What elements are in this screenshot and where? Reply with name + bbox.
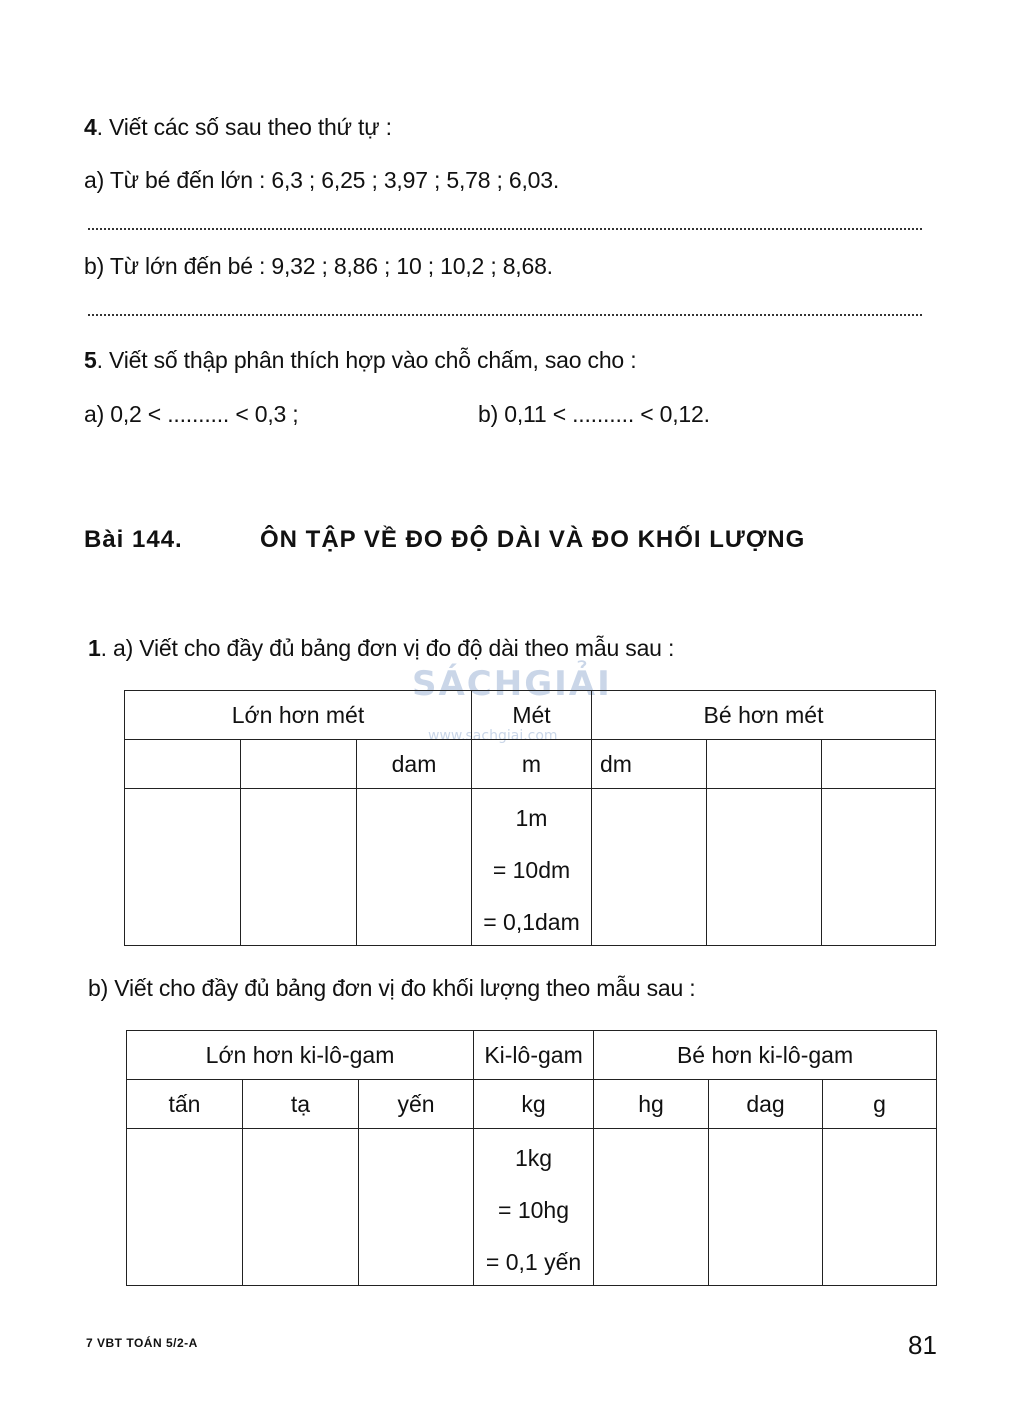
page-number: 81 [908,1330,937,1360]
exercise-4-number: 4 [84,114,97,140]
exercise-5a: a) 0,2 < .......... < 0,3 ; [84,401,299,427]
mass-unit-cell: dag [709,1080,823,1129]
exercise-4-instruction: . Viết các số sau theo thứ tự : [96,114,392,140]
length-unit-cell[interactable] [707,740,822,789]
watermark-url: www.sachgiai.com [428,728,558,744]
watermark-logo: SÁCHGIẢI [412,664,612,704]
length-group-base: Mét [472,691,592,740]
mass-table-group-row [127,1031,937,1080]
answer-line-4b[interactable] [88,314,922,316]
exercise-1a-title [88,635,674,662]
mass-unit-cell: hg [594,1080,709,1129]
length-base-conversion [472,789,592,946]
length-unit-table [124,690,936,946]
mass-answer-cell[interactable] [709,1129,823,1286]
footer-book-code: 7 VBT TOÁN 5/2-A [86,1336,198,1350]
mass-answer-cell[interactable] [127,1129,243,1286]
exercise-4-title [84,114,392,141]
mass-base-line: 1kg [514,1145,553,1171]
lesson-number: Bài 144. [84,526,183,553]
exercise-1a-instruction: . a) Viết cho đầy đủ bảng đơn vị đo độ dài theo mẫu sau : [100,635,675,661]
mass-unit-cell: g [823,1080,937,1129]
length-base-line: = 10dm [492,857,571,883]
length-answer-cell[interactable] [125,789,241,946]
exercise-5b: b) 0,11 < .......... < 0,12. [478,401,710,427]
mass-table-unit-row [127,1080,937,1129]
exercise-5-title [84,347,636,374]
mass-group-base: Ki-lô-gam [474,1031,594,1080]
mass-base-conversion [474,1129,594,1286]
mass-unit-cell: tạ [243,1080,359,1129]
exercise-1b-instruction: b) Viết cho đầy đủ bảng đơn vị đo khối lượng theo mẫu sau : [88,975,696,1001]
length-base-line: = 0,1dam [483,909,580,935]
length-unit-cell[interactable] [125,740,241,789]
length-unit-cell: dam [357,740,472,789]
mass-unit-cell: tấn [127,1080,243,1129]
exercise-1-number: 1 [88,635,101,661]
length-answer-cell[interactable] [357,789,472,946]
mass-base-line: = 0,1 yến [485,1249,582,1275]
mass-answer-cell[interactable] [359,1129,474,1286]
length-group-smaller: Bé hơn mét [592,691,936,740]
length-table-unit-row [125,740,936,789]
mass-answer-cell[interactable] [594,1129,709,1286]
mass-answer-cell[interactable] [823,1129,937,1286]
mass-table-body-row [127,1129,937,1286]
length-table-group-row [125,691,936,740]
length-unit-cell: m [472,740,592,789]
length-unit-cell[interactable] [822,740,936,789]
mass-unit-cell: kg [474,1080,594,1129]
length-group-larger: Lớn hơn mét [125,691,472,740]
mass-group-larger: Lớn hơn ki-lô-gam [127,1031,474,1080]
length-base-line: 1m [515,805,548,831]
mass-base-line: = 10hg [498,1197,570,1223]
length-answer-cell[interactable] [822,789,936,946]
length-answer-cell[interactable] [707,789,822,946]
length-answer-cell[interactable] [592,789,707,946]
exercise-4b: b) Từ lớn đến bé : 9,32 ; 8,86 ; 10 ; 10,2 ; 8,68. [84,253,553,279]
answer-line-4a[interactable] [88,228,922,230]
length-table-body-row [125,789,936,946]
exercise-5-number: 5 [84,347,97,373]
length-unit-cell[interactable] [241,740,357,789]
length-unit-cell: dm [592,740,707,789]
mass-unit-cell: yến [359,1080,474,1129]
exercise-4a: a) Từ bé đến lớn : 6,3 ; 6,25 ; 3,97 ; 5,78 ; 6,03. [84,167,560,193]
mass-unit-table [126,1030,937,1286]
lesson-title: ÔN TẬP VỀ ĐO ĐỘ DÀI VÀ ĐO KHỐI LƯỢNG [260,526,806,553]
length-answer-cell[interactable] [241,789,357,946]
mass-group-smaller: Bé hơn ki-lô-gam [594,1031,937,1080]
mass-answer-cell[interactable] [243,1129,359,1286]
exercise-5-instruction: . Viết số thập phân thích hợp vào chỗ chấm, sao cho : [96,347,637,373]
